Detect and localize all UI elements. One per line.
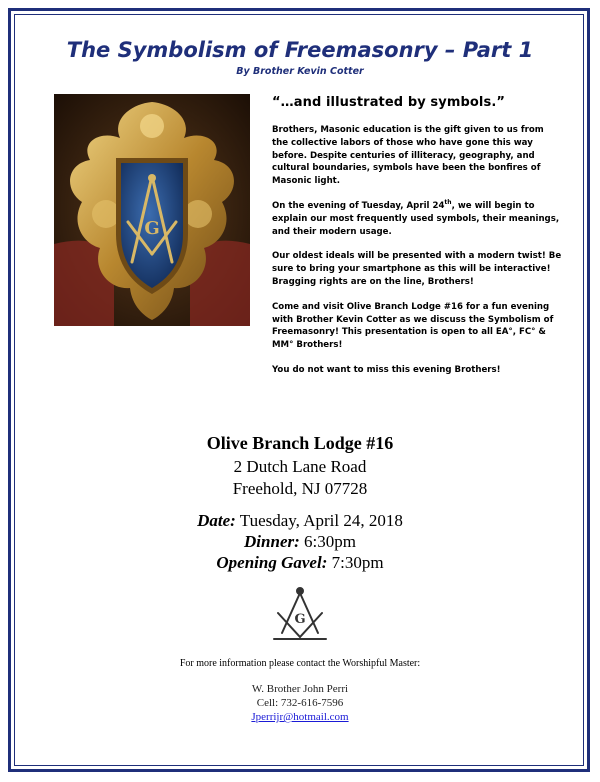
paragraph-invite: Come and visit Olive Branch Lodge #16 for a fun evening with Brother Kevin Cotter as we discuss the Symbolism of Freemasonry! This presentation is open to all EA°, FC° & MM° Brothers! <box>272 301 554 351</box>
body-text <box>272 95 562 389</box>
masonic-shield-photo <box>54 94 250 326</box>
paragraph-closing: You do not want to miss this evening Brothers! <box>272 364 501 375</box>
paragraph-date-start: On the evening of Tuesday, April 24 <box>272 200 445 211</box>
paragraph-date-end: , we will begin to explain our most frequently used symbols, their meanings, and their modern usage. <box>272 200 560 237</box>
svg-text:G: G <box>144 218 160 239</box>
tagline-quote: “…and illustrated by symbols.” <box>272 95 506 110</box>
contact-email <box>0 711 600 723</box>
event-dinner-value: 6:30pm <box>304 532 356 551</box>
event-dinner-label: Dinner: <box>244 532 300 551</box>
paragraph-intro: Brothers, Masonic education is the gift given to us from the collective labors of those who have gone this way before. Despite centuries of illiteracy, geography, and cultural boundaries, symbols have been the bonfires of Masonic light. <box>272 125 544 187</box>
contact-cell: Cell: 732-616-7596 <box>256 697 344 709</box>
event-date-value: Tuesday, April 24, 2018 <box>239 511 403 530</box>
lodge-city: Freehold, NJ 07728 <box>232 479 368 498</box>
event-dinner <box>0 532 600 552</box>
event-date <box>0 511 600 531</box>
square-and-compasses-shield-icon <box>54 94 250 326</box>
contact-name: W. Brother John Perri <box>251 683 349 695</box>
date-ordinal: th <box>444 199 452 207</box>
contact-note: For more information please contact the Worshipful Master: <box>179 658 421 669</box>
event-gavel <box>0 553 600 573</box>
square-and-compasses-icon <box>272 583 328 643</box>
flyer-title: The Symbolism of Freemasonry – Part 1 <box>66 38 534 62</box>
lodge-street: 2 Dutch Lane Road <box>233 457 367 476</box>
event-date-label: Date: <box>197 511 236 530</box>
paragraph-date <box>272 200 562 238</box>
event-gavel-value: 7:30pm <box>331 553 384 572</box>
svg-text:G: G <box>294 612 306 627</box>
paragraph-interactive: Our oldest ideals will be presented with a modern twist! Be sure to bring your smartphone as this will be interactive! Bragging rights are on the line, Brothers! <box>272 251 562 287</box>
email-link[interactable]: Jperrijr@hotmail.com <box>251 711 349 723</box>
lodge-name: Olive Branch Lodge #16 <box>206 433 394 453</box>
event-gavel-label: Opening Gavel: <box>216 553 328 572</box>
flyer-byline: By Brother Kevin Cotter <box>236 66 364 77</box>
